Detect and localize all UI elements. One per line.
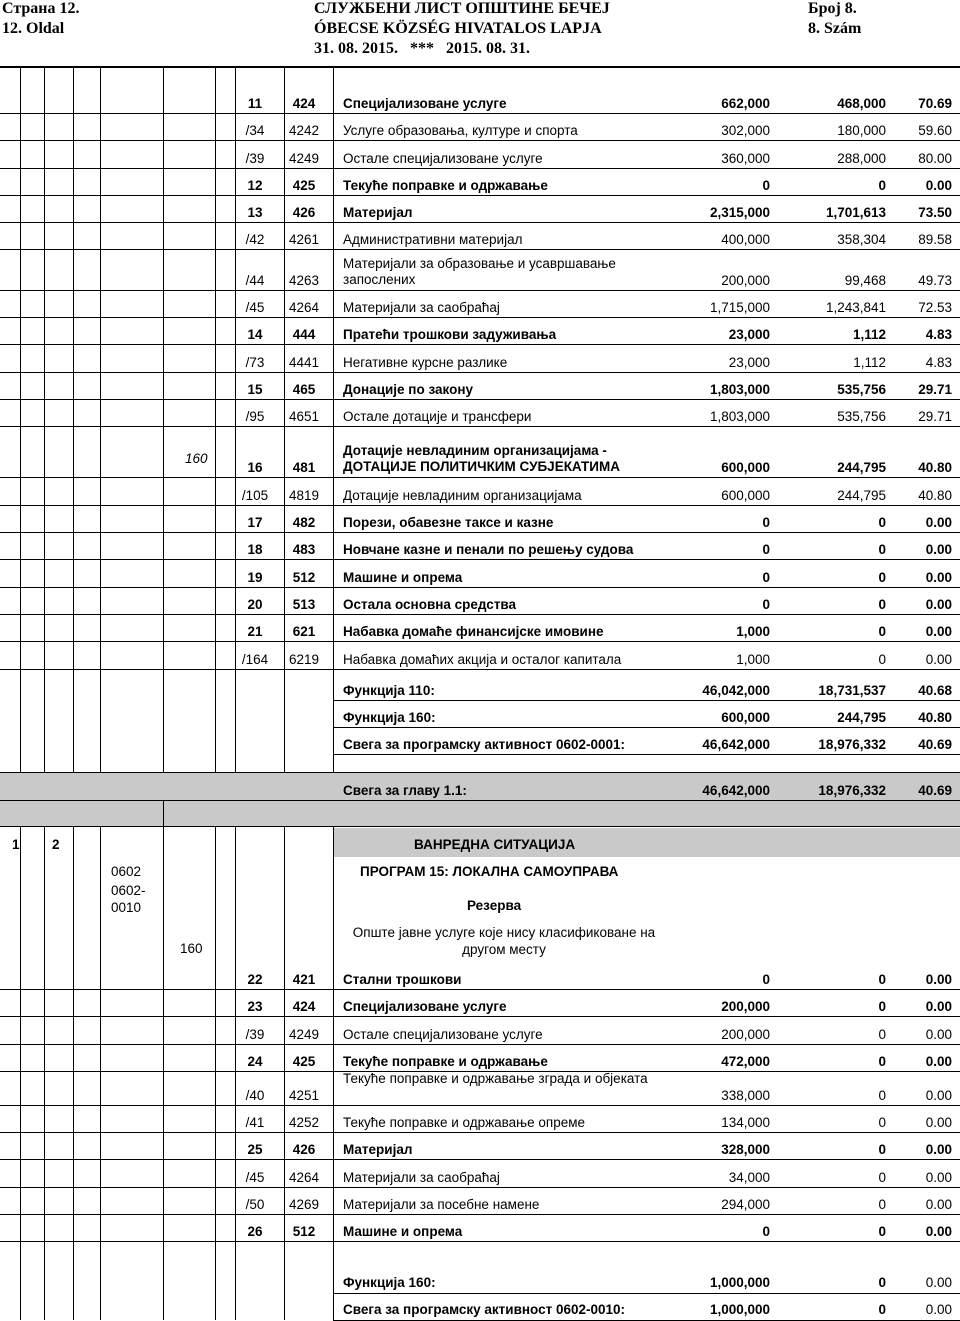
econ-class-code: 18 [247,542,263,557]
planned-amount: 200,000 [721,273,770,288]
table-row [0,505,960,533]
executed-amount: 244,795 [837,460,886,475]
executed-amount: 0 [878,1170,886,1185]
execution-percent: 0.00 [925,1302,952,1317]
econ-class-code: 20 [247,597,263,612]
table-row [0,140,960,169]
execution-percent: 40.80 [918,710,952,725]
section2-title: ВАНРЕДНА СИТУАЦИЈА [414,837,576,852]
econ-class-code: 25 [247,1142,263,1157]
econ-account-code: 424 [292,96,316,111]
row-description: Негативне курсне разлике [343,355,508,370]
table-row [0,290,960,318]
planned-amount: 302,000 [721,123,770,138]
planned-amount: 294,000 [721,1197,770,1212]
issue-number-sr: Број 8. [808,0,857,17]
executed-amount: 0 [878,999,886,1014]
execution-percent: 40.68 [918,683,952,698]
table-row [0,962,960,990]
total-label: Функција 160: [343,710,436,725]
execution-percent: 0.00 [925,1197,952,1212]
planned-amount: 338,000 [721,1088,770,1103]
econ-account-code: 481 [292,460,316,475]
table-row [0,1016,960,1045]
table-row [0,168,960,196]
row-description: Материјал [343,1142,413,1157]
planned-amount: 23,000 [728,355,770,370]
execution-percent: 59.60 [918,123,952,138]
econ-account-code: 4264 [288,300,320,315]
planned-amount: 662,000 [721,96,770,111]
activity-title: Резерва [467,898,522,913]
section2-razdeo: 1 [12,837,20,852]
planned-amount: 46,042,000 [702,683,770,698]
executed-amount: 0 [878,652,886,667]
econ-class-code: 22 [247,972,263,987]
execution-percent: 40.80 [918,488,952,503]
planned-amount: 600,000 [721,488,770,503]
econ-account-code: 4249 [288,1027,320,1042]
table-row [0,989,960,1017]
planned-amount: 1,803,000 [709,382,770,397]
table-row [0,614,960,642]
table-row [0,426,960,478]
row-description: Специјализоване услуге [343,96,507,111]
table-row [0,641,960,670]
econ-class-code: /73 [245,355,265,370]
econ-class-code: /45 [245,1170,265,1185]
planned-amount: 400,000 [721,232,770,247]
table-row [0,344,960,373]
econ-account-code: 4261 [288,232,320,247]
planned-amount: 1,000 [736,652,770,667]
planned-amount: 472,000 [721,1054,770,1069]
execution-percent: 0.00 [925,972,952,987]
econ-account-code: 4242 [288,123,320,138]
program-title: ПРОГРАМ 15: ЛОКАЛНА САМОУПРАВА [360,864,619,879]
gazette-title-hu: ÓBECSE KÖZSÉG HIVATALOS LAPJA [314,20,602,37]
executed-amount: 0 [878,1302,886,1317]
row-description: Материјали за посебне намене [343,1197,540,1212]
execution-percent: 0.00 [925,1115,952,1130]
planned-amount: 0 [762,972,770,987]
execution-percent: 4.83 [925,355,952,370]
row-description: Специјализоване услуге [343,999,507,1014]
execution-percent: 29.71 [918,409,952,424]
econ-class-code: /41 [245,1115,265,1130]
row-description: Остале специјализоване услуге [343,1027,543,1042]
row-description: Донације по закону [343,382,473,397]
execution-percent: 0.00 [925,1027,952,1042]
executed-amount: 0 [878,542,886,557]
econ-class-code: 19 [247,570,263,585]
page-number-sr: Страна 12. [2,0,80,17]
econ-class-code: 15 [247,382,263,397]
econ-account-code: 424 [292,999,316,1014]
row-description: Дотације невладиним организацијама [343,488,582,503]
execution-percent: 0.00 [925,1224,952,1239]
executed-amount: 1,243,841 [825,300,886,315]
execution-percent: 80.00 [918,151,952,166]
table-row [0,1132,960,1160]
planned-amount: 134,000 [721,1115,770,1130]
execution-percent: 0.00 [925,570,952,585]
econ-account-code: 4263 [288,273,320,288]
execution-percent: 0.00 [925,1170,952,1185]
execution-percent: 73.50 [918,205,952,220]
execution-percent: 0.00 [925,652,952,667]
econ-class-code: /42 [245,232,265,247]
econ-class-code: /50 [245,1197,265,1212]
econ-class-code: 24 [247,1054,263,1069]
execution-percent: 49.73 [918,273,952,288]
econ-class-code: /44 [245,273,265,288]
planned-amount: 600,000 [721,710,770,725]
econ-class-code: 21 [247,624,263,639]
row-description: Машине и опрема [343,1224,463,1239]
total-row [333,727,960,755]
row-description: Материјали за образовање и усавршавање запослених [343,256,616,287]
row-description: Материјал [343,205,413,220]
econ-account-code: 4251 [288,1088,320,1103]
issue-number-hu: 8. Szám [808,20,862,37]
row-description: Порези, обавезне таксе и казне [343,515,554,530]
executed-amount: 244,795 [837,710,886,725]
planned-amount: 1,803,000 [709,409,770,424]
page-number-hu: 12. Oldal [2,20,65,37]
program-code: 0602 [111,864,142,879]
planned-amount: 0 [762,178,770,193]
executed-amount: 244,795 [837,488,886,503]
econ-account-code: 621 [292,624,316,639]
executed-amount: 0 [878,178,886,193]
econ-class-code: 23 [247,999,263,1014]
econ-class-code: 13 [247,205,263,220]
grid-hline [0,826,960,827]
execution-percent: 70.69 [918,96,952,111]
total-label: Свега за програмску активност 0602-0001: [343,737,626,752]
execution-percent: 4.83 [925,327,952,342]
execution-percent: 72.53 [918,300,952,315]
econ-account-code: 425 [292,1054,316,1069]
planned-amount: 2,315,000 [709,205,770,220]
econ-account-code: 4651 [288,409,320,424]
total-row [333,1268,960,1294]
econ-class-code: 17 [247,515,263,530]
table-row [0,399,960,427]
executed-amount: 535,756 [837,382,886,397]
econ-account-code: 425 [292,178,316,193]
econ-account-code: 513 [292,597,316,612]
executed-amount: 18,976,332 [818,737,886,752]
execution-percent: 29.71 [918,382,952,397]
executed-amount: 0 [878,570,886,585]
planned-amount: 600,000 [721,460,770,475]
executed-amount: 99,468 [844,273,886,288]
executed-amount: 535,756 [837,409,886,424]
executed-amount: 358,304 [837,232,886,247]
row-description: Материјали за саобраћај [343,300,500,315]
row-description: Остале специјализоване услуге [343,151,543,166]
executed-amount: 0 [878,972,886,987]
planned-amount: 360,000 [721,151,770,166]
row-description: Машине и опрема [343,570,463,585]
econ-class-code: 11 [247,96,263,111]
planned-amount: 1,000,000 [709,1275,770,1290]
execution-percent: 0.00 [925,515,952,530]
table-row [0,86,960,114]
activity-code: 0602- 0010 [111,883,146,915]
executed-amount: 0 [878,597,886,612]
execution-percent: 40.80 [918,460,952,475]
total-row [333,700,960,728]
row-description: Пратећи трошкови задуживања [343,327,557,342]
row-description: Административни материјал [343,232,523,247]
econ-account-code: 426 [292,1142,316,1157]
row-description: Текуће поправке и одржавање [343,1054,548,1069]
total-label: Свега за програмску активност 0602-0010: [343,1302,626,1317]
planned-amount: 0 [762,515,770,530]
table-row [0,1187,960,1215]
row-description: Набавка домаћих акција и осталог капитала [343,652,622,667]
econ-account-code: 444 [292,327,316,342]
table-row [0,1214,960,1242]
row-description: Остале дотације и трансфери [343,409,532,424]
executed-amount: 0 [878,624,886,639]
table-row [0,587,960,615]
table-row [0,1044,960,1072]
planned-amount: 34,000 [728,1170,770,1185]
execution-percent: 0.00 [925,1142,952,1157]
total-label: Функција 160: [343,1275,436,1290]
executed-amount: 0 [878,1088,886,1103]
planned-amount: 328,000 [721,1142,770,1157]
executed-amount: 0 [878,1027,886,1042]
econ-account-code: 4441 [288,355,320,370]
total-row [333,1295,960,1321]
row-description: Текуће поправке и одржавање [343,178,548,193]
table-row [0,1159,960,1188]
row-description: Текуће поправке и одржавање опреме [343,1115,586,1130]
econ-account-code: 482 [292,515,316,530]
econ-account-code: 421 [292,972,316,987]
chapter-total-row: Свега за главу 1.1: 46,642,000 18,976,332 40.69 [343,783,952,798]
executed-amount: 0 [878,1054,886,1069]
section2-glava: 2 [52,837,60,852]
grid-hline [0,772,960,773]
econ-account-code: 426 [292,205,316,220]
table-row [0,532,960,560]
page-header [0,0,960,66]
executed-amount: 1,701,613 [825,205,886,220]
econ-class-code: /45 [245,300,265,315]
planned-amount: 200,000 [721,1027,770,1042]
execution-percent: 0.00 [925,1275,952,1290]
econ-class-code: /95 [245,409,265,424]
row-description: Дотације невладиним организацијама - ДОТАЦИЈЕ ПОЛИТИЧКИМ СУБЈЕКАТИМА [343,443,620,474]
planned-amount: 23,000 [728,327,770,342]
total-row [333,673,960,701]
econ-account-code: 512 [292,570,316,585]
executed-amount: 0 [878,1275,886,1290]
econ-account-code: 4264 [288,1170,320,1185]
planned-amount: 1,000 [736,624,770,639]
econ-account-code: 4269 [288,1197,320,1212]
planned-amount: 0 [762,1224,770,1239]
executed-amount: 468,000 [837,96,886,111]
executed-amount: 18,731,537 [818,683,886,698]
planned-amount: 0 [762,597,770,612]
planned-amount: 0 [762,570,770,585]
gazette-title-sr: СЛУЖБЕНИ ЛИСТ ОПШТИНЕ БЕЧЕЈ [314,0,610,17]
table-row [0,1105,960,1133]
row-description: Услуге образовања, културе и спорта [343,123,578,138]
executed-amount: 180,000 [837,123,886,138]
execution-percent: 0.00 [925,1054,952,1069]
econ-class-code: /39 [245,1027,265,1042]
planned-amount: 1,715,000 [709,300,770,315]
execution-percent: 40.69 [918,737,952,752]
econ-account-code: 483 [292,542,316,557]
econ-account-code: 6219 [288,652,320,667]
econ-account-code: 4252 [288,1115,320,1130]
table-row [0,113,960,141]
executed-amount: 0 [878,515,886,530]
econ-class-code: /34 [245,123,265,138]
table-row [0,477,960,506]
planned-amount: 1,000,000 [709,1302,770,1317]
table-row [0,249,960,291]
econ-class-code: 14 [247,327,263,342]
execution-percent: 0.00 [925,178,952,193]
total-label: Функција 110: [343,683,435,698]
row-description: Новчане казне и пенали по решењу судова [343,542,634,557]
planned-amount: 0 [762,542,770,557]
econ-class-code: /40 [245,1088,265,1103]
table-row [0,195,960,223]
executed-amount: 0 [878,1142,886,1157]
econ-class-code: /164 [241,652,269,667]
table-row [0,222,960,250]
table-row [0,317,960,345]
econ-account-code: 465 [292,382,316,397]
table-row [0,372,960,400]
planned-amount: 200,000 [721,999,770,1014]
execution-percent: 0.00 [925,597,952,612]
executed-amount: 0 [878,1197,886,1212]
row-description: Материјали за саобраћај [343,1170,500,1185]
row-description: Текуће поправке и одржавање зграда и објеката [343,1071,648,1086]
executed-amount: 288,000 [837,151,886,166]
econ-class-code: 26 [247,1224,263,1239]
execution-percent: 0.00 [925,999,952,1014]
execution-percent: 0.00 [925,1088,952,1103]
econ-class-code: 12 [247,178,263,193]
econ-account-code: 4819 [288,488,320,503]
issue-date: 31. 08. 2015. *** 2015. 08. 31. [314,40,530,57]
executed-amount: 0 [878,1115,886,1130]
table-row [0,559,960,588]
section1-function-code: 160 [185,451,208,466]
row-description: Стални трошкови [343,972,462,987]
planned-amount: 46,642,000 [702,737,770,752]
section2-function-code: 160 [180,941,203,956]
table-row [0,1071,960,1106]
econ-account-code: 512 [292,1224,316,1239]
section2-function-title: Опште јавне услуге које нису класификоване на другом месту [352,925,656,957]
row-description: Набавка домаће финансијске имовине [343,624,604,639]
execution-percent: 89.58 [918,232,952,247]
econ-class-code: /105 [241,488,269,503]
row-description: Остала основна средства [343,597,517,612]
execution-percent: 0.00 [925,542,952,557]
executed-amount: 0 [878,1224,886,1239]
execution-percent: 0.00 [925,624,952,639]
header-rule [0,66,960,68]
executed-amount: 1,112 [852,327,886,342]
econ-account-code: 4249 [288,151,320,166]
econ-class-code: 16 [247,460,263,475]
executed-amount: 1,112 [853,355,886,370]
econ-class-code: /39 [245,151,265,166]
